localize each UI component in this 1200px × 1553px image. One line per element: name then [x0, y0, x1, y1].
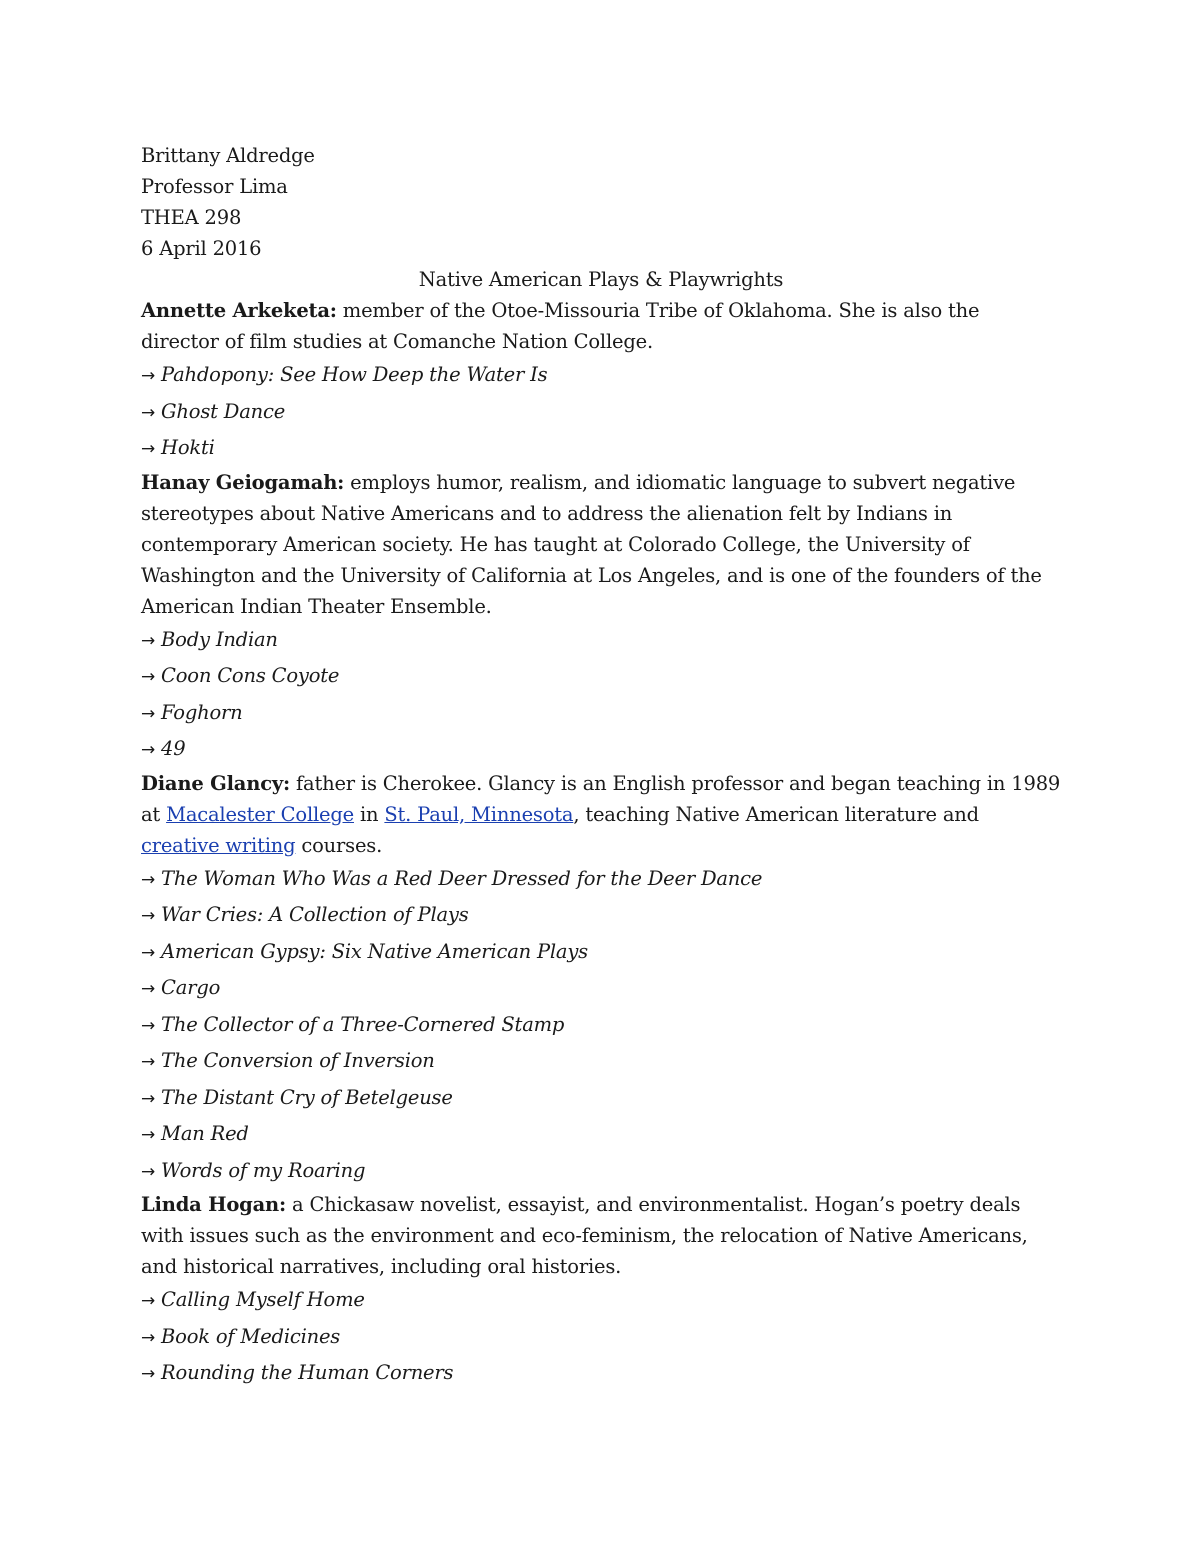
play-item [141, 1007, 1061, 1044]
play-item [141, 695, 1061, 732]
arrow-icon: → [141, 1291, 156, 1311]
play-item [141, 1319, 1061, 1356]
arrow-icon: → [141, 740, 156, 760]
author-name: Brittany Aldredge [141, 144, 315, 167]
play-title: Coon Cons Coyote [161, 664, 340, 687]
play-item [141, 658, 1061, 695]
play-title: War Cries: A Collection of Plays [161, 903, 469, 926]
arrow-icon: → [141, 1052, 156, 1072]
playwright-bio-part: in [353, 802, 385, 826]
arrow-icon: → [141, 439, 156, 459]
play-title: 49 [161, 737, 186, 760]
play-item [141, 970, 1061, 1007]
arrow-icon: → [141, 1327, 156, 1348]
playwright-bio-part: father is Cherokee. Glancy is an English professor and began teaching in 1989 at [141, 771, 1061, 826]
play-item [141, 1355, 1061, 1392]
play-item [141, 1282, 1061, 1319]
play-title: Pahdopony: See How Deep the Water Is [161, 363, 548, 386]
play-title: The Conversion of Inversion [161, 1049, 435, 1072]
play-item [141, 1153, 1061, 1190]
document-page [141, 140, 1061, 1392]
play-title: Body Indian [161, 627, 278, 651]
arrow-icon: → [141, 1015, 156, 1036]
document-title: Native American Plays & Playwrights [418, 268, 784, 291]
play-item [141, 622, 1061, 659]
playwright-entry-geiogamah [141, 467, 1061, 622]
playwright-name: Linda Hogan: [141, 1193, 287, 1216]
play-title: Cargo [161, 976, 221, 999]
playwright-bio: employs humor, realism, and idiomatic language to subvert negative stereotypes about Native Americans and to address the alienation felt by Indians in contemporary American society. He has taught at Colorado College, the University of Washington and the University of California at Los Angeles, and is one of the founders of the American Indian Theater Ensemble. [141, 470, 1042, 618]
play-item [141, 934, 1061, 971]
play-title: The Woman Who Was a Red Deer Dressed for the Deer Dance [161, 866, 763, 890]
arrow-icon: → [141, 1161, 156, 1182]
playwright-bio: member of the Otoe-Missouria Tribe of Oklahoma. She is also the director of film studies at Comanche Nation College. [141, 299, 980, 353]
play-title: The Distant Cry of Betelgeuse [161, 1085, 453, 1109]
play-item [141, 1116, 1061, 1153]
play-item [141, 1080, 1061, 1117]
play-title: American Gypsy: Six Native American Plays [161, 939, 588, 963]
play-item [141, 357, 1061, 394]
playwright-entry-hogan [141, 1189, 1061, 1282]
arrow-icon: → [141, 869, 156, 890]
playwright-entry-arkeketa [141, 295, 1061, 357]
play-title: Ghost Dance [161, 399, 286, 423]
arrow-icon: → [141, 667, 156, 687]
play-item [141, 394, 1061, 431]
play-title: Foghorn [161, 700, 243, 724]
play-item [141, 1043, 1061, 1080]
arrow-icon: → [141, 703, 156, 724]
arrow-icon: → [141, 906, 156, 926]
play-title: Rounding the Human Corners [161, 1361, 454, 1384]
play-title: Hokti [161, 436, 215, 459]
macalester-college-link[interactable]: Macalester College [166, 802, 354, 826]
arrow-icon: → [141, 1088, 156, 1109]
play-title: The Collector of a Three-Cornered Stamp [161, 1012, 565, 1036]
play-item [141, 897, 1061, 934]
play-item [141, 731, 1061, 768]
play-title: Man Red [161, 1122, 249, 1145]
st-paul-minnesota-link[interactable]: St. Paul, Minnesota [384, 802, 574, 826]
playwright-bio: a Chickasaw novelist, essayist, and environmentalist. Hogan’s poetry deals with issues such as the environment and eco-feminism, the relocation of Native Americans, and historical narratives, including oral histories. [141, 1193, 1028, 1278]
creative-writing-link[interactable]: creative writing [141, 833, 296, 857]
arrow-icon: → [141, 942, 156, 963]
play-item [141, 861, 1061, 898]
playwright-entry-glancy [141, 768, 1061, 861]
arrow-icon: → [141, 979, 156, 999]
document-date: 6 April 2016 [141, 237, 262, 260]
playwright-name: Annette Arkeketa: [141, 299, 337, 322]
professor-name: Professor Lima [141, 175, 288, 198]
playwright-name: Diane Glancy: [141, 771, 291, 795]
playwright-bio-part: , teaching Native American literature and [573, 802, 979, 826]
play-title: Words of my Roaring [161, 1158, 366, 1182]
arrow-icon: → [141, 630, 156, 651]
play-title: Calling Myself Home [161, 1288, 365, 1311]
course-code: THEA 298 [141, 206, 242, 229]
arrow-icon: → [141, 366, 156, 386]
play-title: Book of Medicines [161, 1324, 341, 1348]
arrow-icon: → [141, 1364, 156, 1384]
play-item [141, 430, 1061, 467]
playwright-bio-part: courses. [295, 833, 383, 857]
arrow-icon: → [141, 1125, 156, 1145]
playwright-name: Hanay Geiogamah: [141, 470, 345, 494]
arrow-icon: → [141, 402, 156, 423]
